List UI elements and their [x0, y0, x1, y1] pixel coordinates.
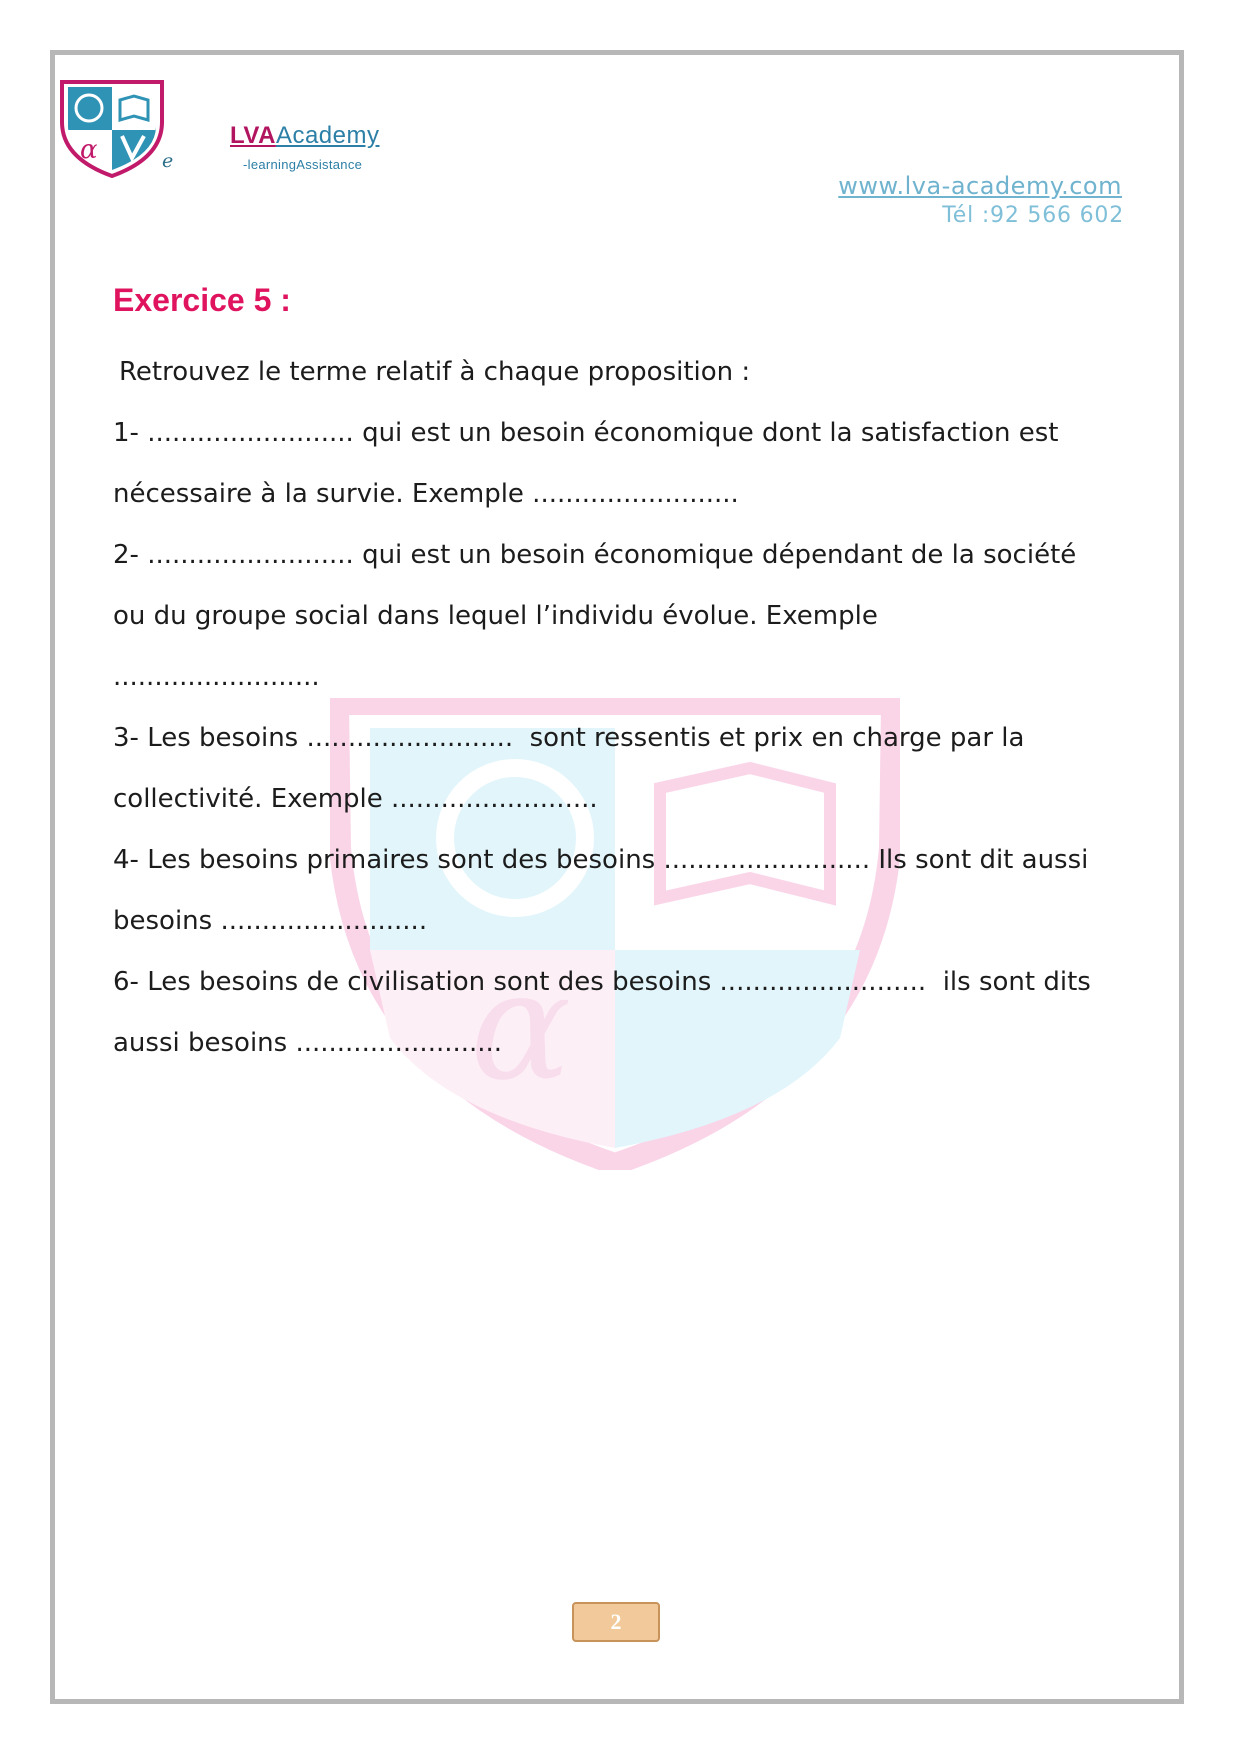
exercise-line: ou du groupe social dans lequel l’individu évolue. Exemple — [113, 601, 878, 631]
svg-text:α: α — [470, 940, 572, 1114]
exercise-line: 2- ......................... qui est un besoin économique dépendant de la société — [113, 540, 1077, 570]
brand-name — [230, 122, 379, 150]
website-link[interactable]: www.lva-academy.com — [838, 172, 1122, 200]
page-number: 2 — [610, 1609, 622, 1634]
exercise-line: aussi besoins ......................... — [113, 1028, 503, 1058]
exercise-line: 3- Les besoins ......................... sont ressentis et prix en charge par la — [113, 723, 1025, 753]
svg-text:α: α — [80, 135, 98, 165]
phone-number: Tél :92 566 602 — [942, 203, 1124, 228]
brand-suffix: Academy — [275, 122, 380, 149]
exercise-line: besoins ......................... — [113, 906, 428, 936]
exercise-instruction: Retrouvez le terme relatif à chaque proposition : — [119, 357, 751, 387]
exercise-body — [113, 342, 1123, 1074]
brand-prefix: LVA — [230, 122, 276, 149]
exercise-line: 1- ......................... qui est un besoin économique dont la satisfaction est — [113, 418, 1059, 448]
page-number-badge — [572, 1602, 660, 1642]
logo-letter: e — [162, 150, 174, 172]
exercise-line: nécessaire à la survie. Exemple ......................... — [113, 479, 739, 509]
exercise-line: 4- Les besoins primaires sont des besoins ......................... Ils sont dit aussi — [113, 845, 1089, 875]
lva-logo-icon — [56, 78, 168, 178]
brand-tagline: -learningAssistance — [243, 157, 363, 172]
exercise-title: Exercice 5 : — [113, 282, 291, 318]
exercise-line: collectivité. Exemple ......................... — [113, 784, 598, 814]
exercise-line: 6- Les besoins de civilisation sont des besoins ......................... ils sont dits — [113, 967, 1091, 997]
exercise-line: ......................... — [113, 662, 320, 692]
